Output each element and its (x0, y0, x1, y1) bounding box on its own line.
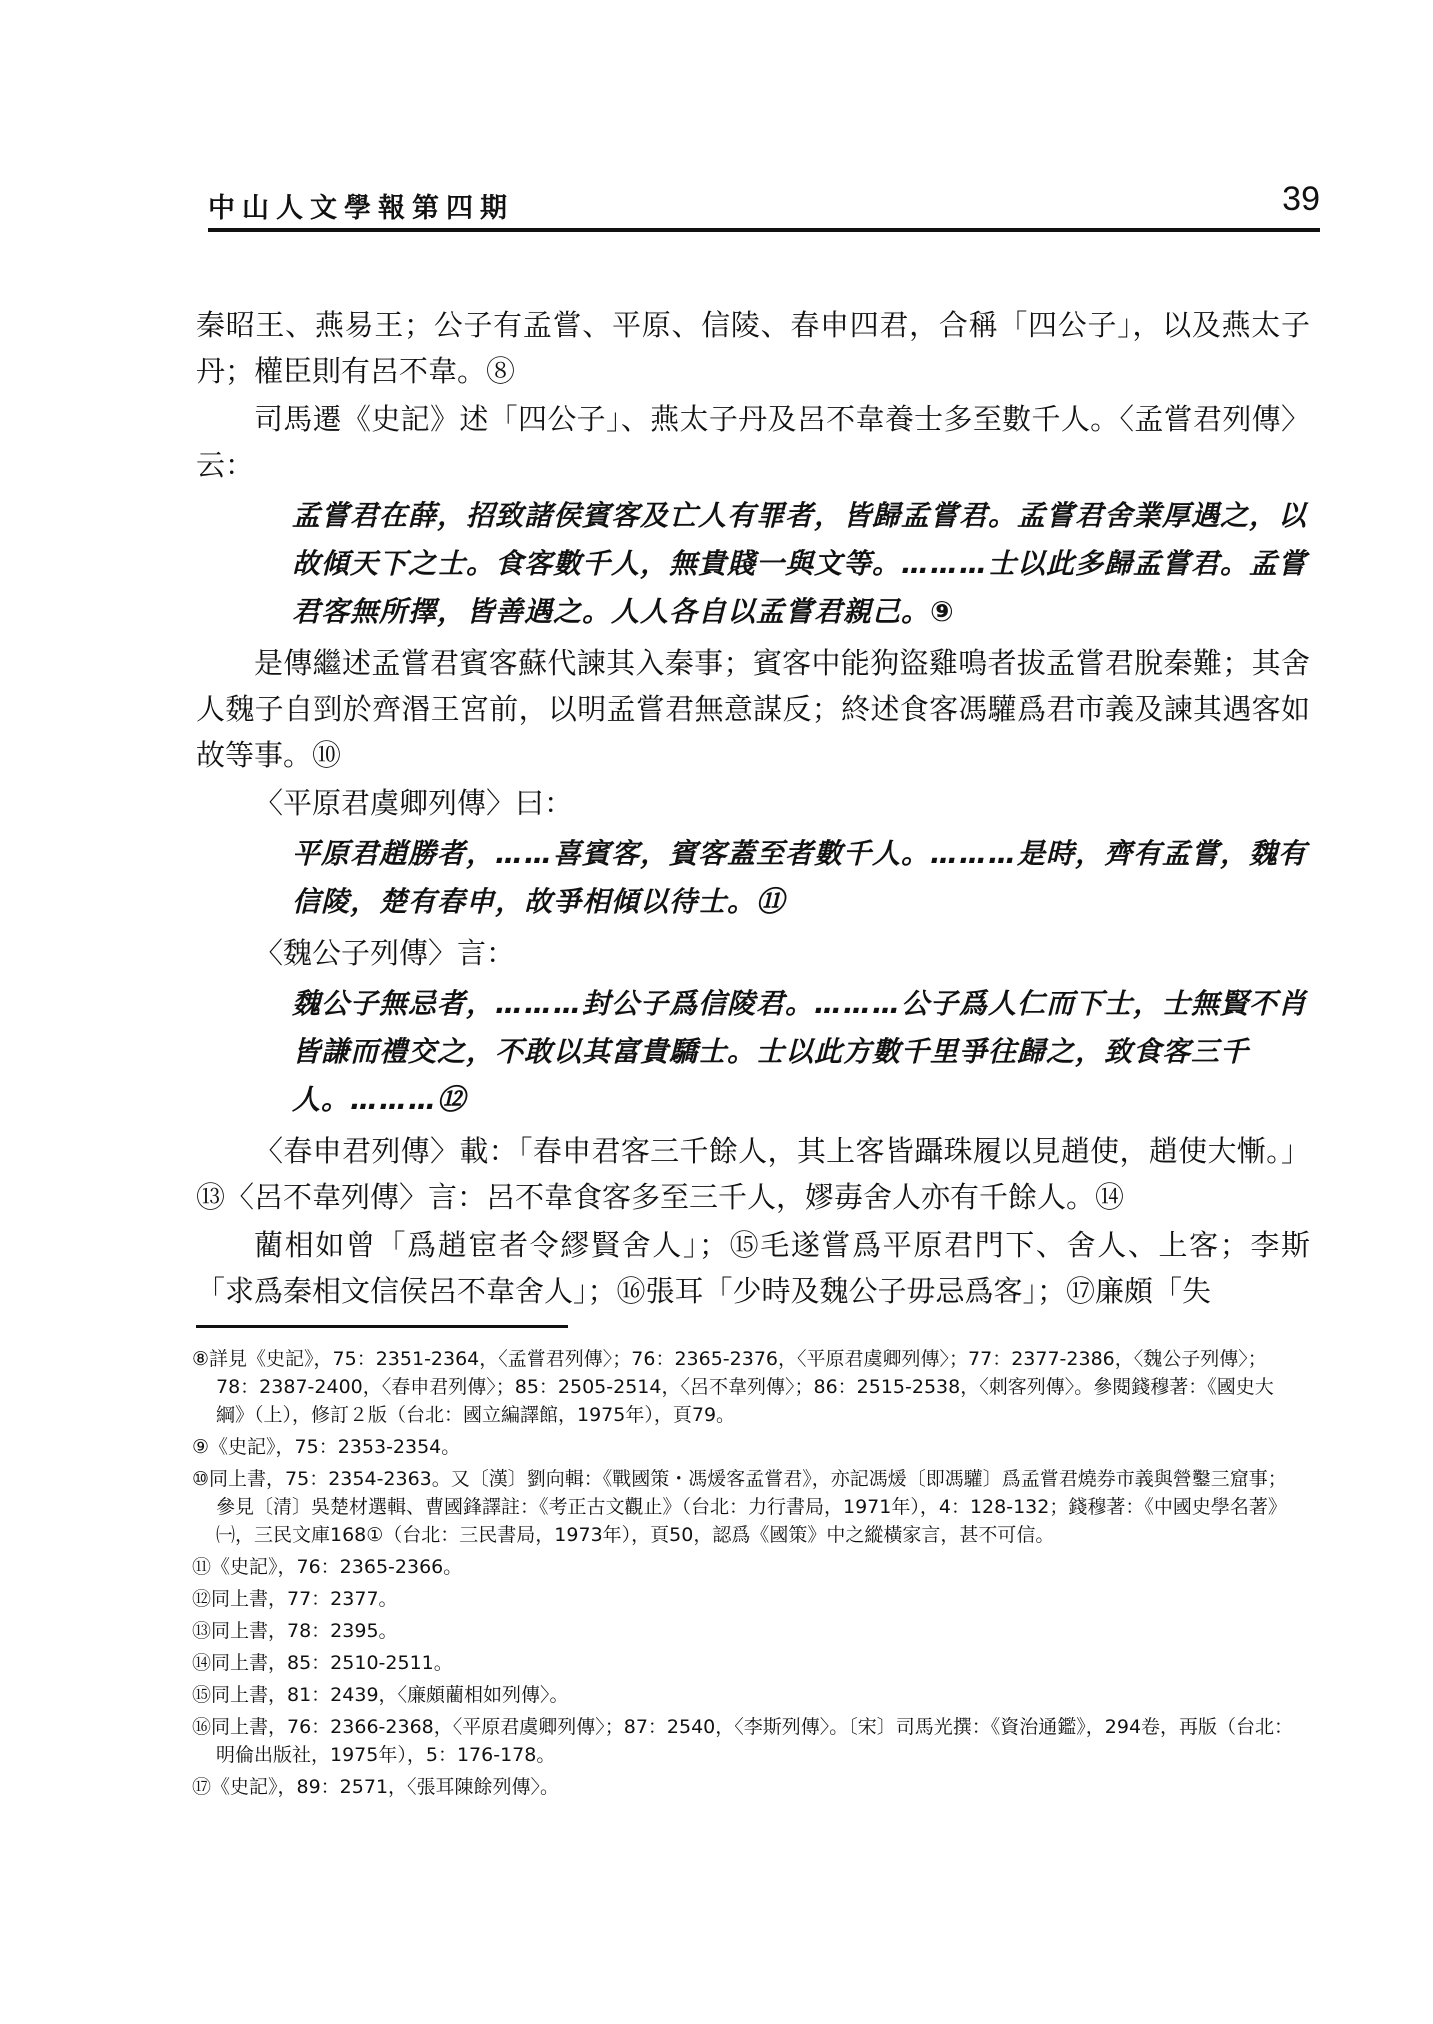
journal-title: 中山人文學報第四期 (208, 193, 514, 224)
footnote-11: ⑪《史記》，76：2365-2366。 (192, 1556, 463, 1578)
paragraph-3: 是傳繼述孟嘗君賓客蘇代諫其入秦事；賓客中能狗盜雞鳴者拔孟嘗君脫秦難；其舍人魏子自剄於齊湣王宮前，以明孟嘗君無意謀反；終述食客馮驩爲君市義及諫其遇客如故等事。⑩ (196, 646, 1310, 772)
footnote-rule (196, 1325, 568, 1328)
block-quote-1: 孟嘗君在薛，招致諸侯賓客及亡人有罪者，皆歸孟嘗君。孟嘗君舍業厚遇之，以故傾天下之士。食客數千人，無貴賤一與文等。………士以此多歸孟嘗君。孟嘗君客無所擇，皆善遇之。人人各自以孟嘗君親己。⑨ (292, 499, 1308, 628)
paragraph-4: 〈平原君虞卿列傳〉曰： (254, 786, 574, 820)
footnote-15: ⑮同上書，81：2439，〈廉頗藺相如列傳〉。 (192, 1684, 569, 1706)
block-quote-2: 平原君趙勝者，……喜賓客，賓客蓋至者數千人。………是時，齊有孟嘗，魏有信陵，楚有春申，故爭相傾以待士。⑪ (292, 837, 1308, 918)
footnote-10: ⑩同上書，75：2354-2363。又〔漢〕劉向輯：《戰國策・馮煖客孟嘗君》，亦記馮煖〔即馮驩〕爲孟嘗君燒券市義與營鑿三窟事；參見〔清〕吳楚材選輯、曹國鋒譯註：《考正古文觀止》（台北：力行書局，1971年），4：128-132；錢穆著：《中國史學名著》㈠，三民文庫168①（台北：三民書局，1973年），頁50，認爲《國策》中之縱橫家言，甚不可信。 (192, 1468, 1287, 1546)
footnote-14: ⑭同上書，85：2510-2511。 (192, 1652, 453, 1674)
header-rule (208, 228, 1320, 232)
footnote-9: ⑨《史記》，75：2353-2354。 (192, 1436, 461, 1458)
paragraph-1: 秦昭王、燕易王；公子有孟嘗、平原、信陵、春申四君，合稱「四公子」，以及燕太子丹；權臣則有呂不韋。⑧ (196, 308, 1310, 388)
paragraph-7: 藺相如曾「爲趙宦者令繆賢舍人」；⑮毛遂嘗爲平原君門下、舍人、上客；李斯「求爲秦相文信侯呂不韋舍人」；⑯張耳「少時及魏公子毋忌爲客」；⑰廉頗「失 (196, 1228, 1310, 1308)
running-header (208, 180, 1320, 234)
footnote-16: ⑯同上書，76：2366-2368，〈平原君虞卿列傳〉；87：2540，〈李斯列傳〉。〔宋〕司馬光撰：《資治通鑑》，294卷，再版（台北：明倫出版社，1975年），5：176-178。 (192, 1716, 1294, 1766)
paragraph-5: 〈魏公子列傳〉言： (254, 936, 516, 970)
paragraph-2: 司馬遷《史記》述「四公子」、燕太子丹及呂不韋養士多至數千人。〈孟嘗君列傳〉云： (196, 402, 1310, 482)
footnote-8: ⑧詳見《史記》，75：2351-2364，〈孟嘗君列傳〉；76：2365-2376，〈平原君虞卿列傳〉；77：2377-2386，〈魏公子列傳〉；78：2387-2400，〈春申君列傳〉；85：2505-2514，〈呂不韋列傳〉；86：2515-2538，〈刺客列傳〉。參閱錢穆著：《國史大綱》（上），修訂２版（台北：國立編譯館，1975年），頁79。 (192, 1348, 1274, 1426)
footnote-17: ⑰《史記》，89：2571，〈張耳陳餘列傳〉。 (192, 1776, 560, 1798)
footnotes (192, 1345, 1302, 1805)
paragraph-6: 〈春申君列傳〉載：「春申君客三千餘人，其上客皆躡珠履以見趙使，趙使大慚。」⑬〈呂不韋列傳〉言：呂不韋食客多至三千人，嫪毐舍人亦有千餘人。⑭ (196, 1134, 1310, 1214)
block-quote-3: 魏公子無忌者，………封公子爲信陵君。………公子爲人仁而下士，士無賢不肖皆謙而禮交之，不敢以其富貴驕士。士以此方數千里爭往歸之，致食客三千人。………⑫ (292, 987, 1308, 1116)
page-number: 39 (1282, 180, 1320, 218)
main-text (196, 302, 1310, 1316)
footnote-12: ⑫同上書，77：2377。 (192, 1588, 398, 1610)
footnote-13: ⑬同上書，78：2395。 (192, 1620, 398, 1642)
